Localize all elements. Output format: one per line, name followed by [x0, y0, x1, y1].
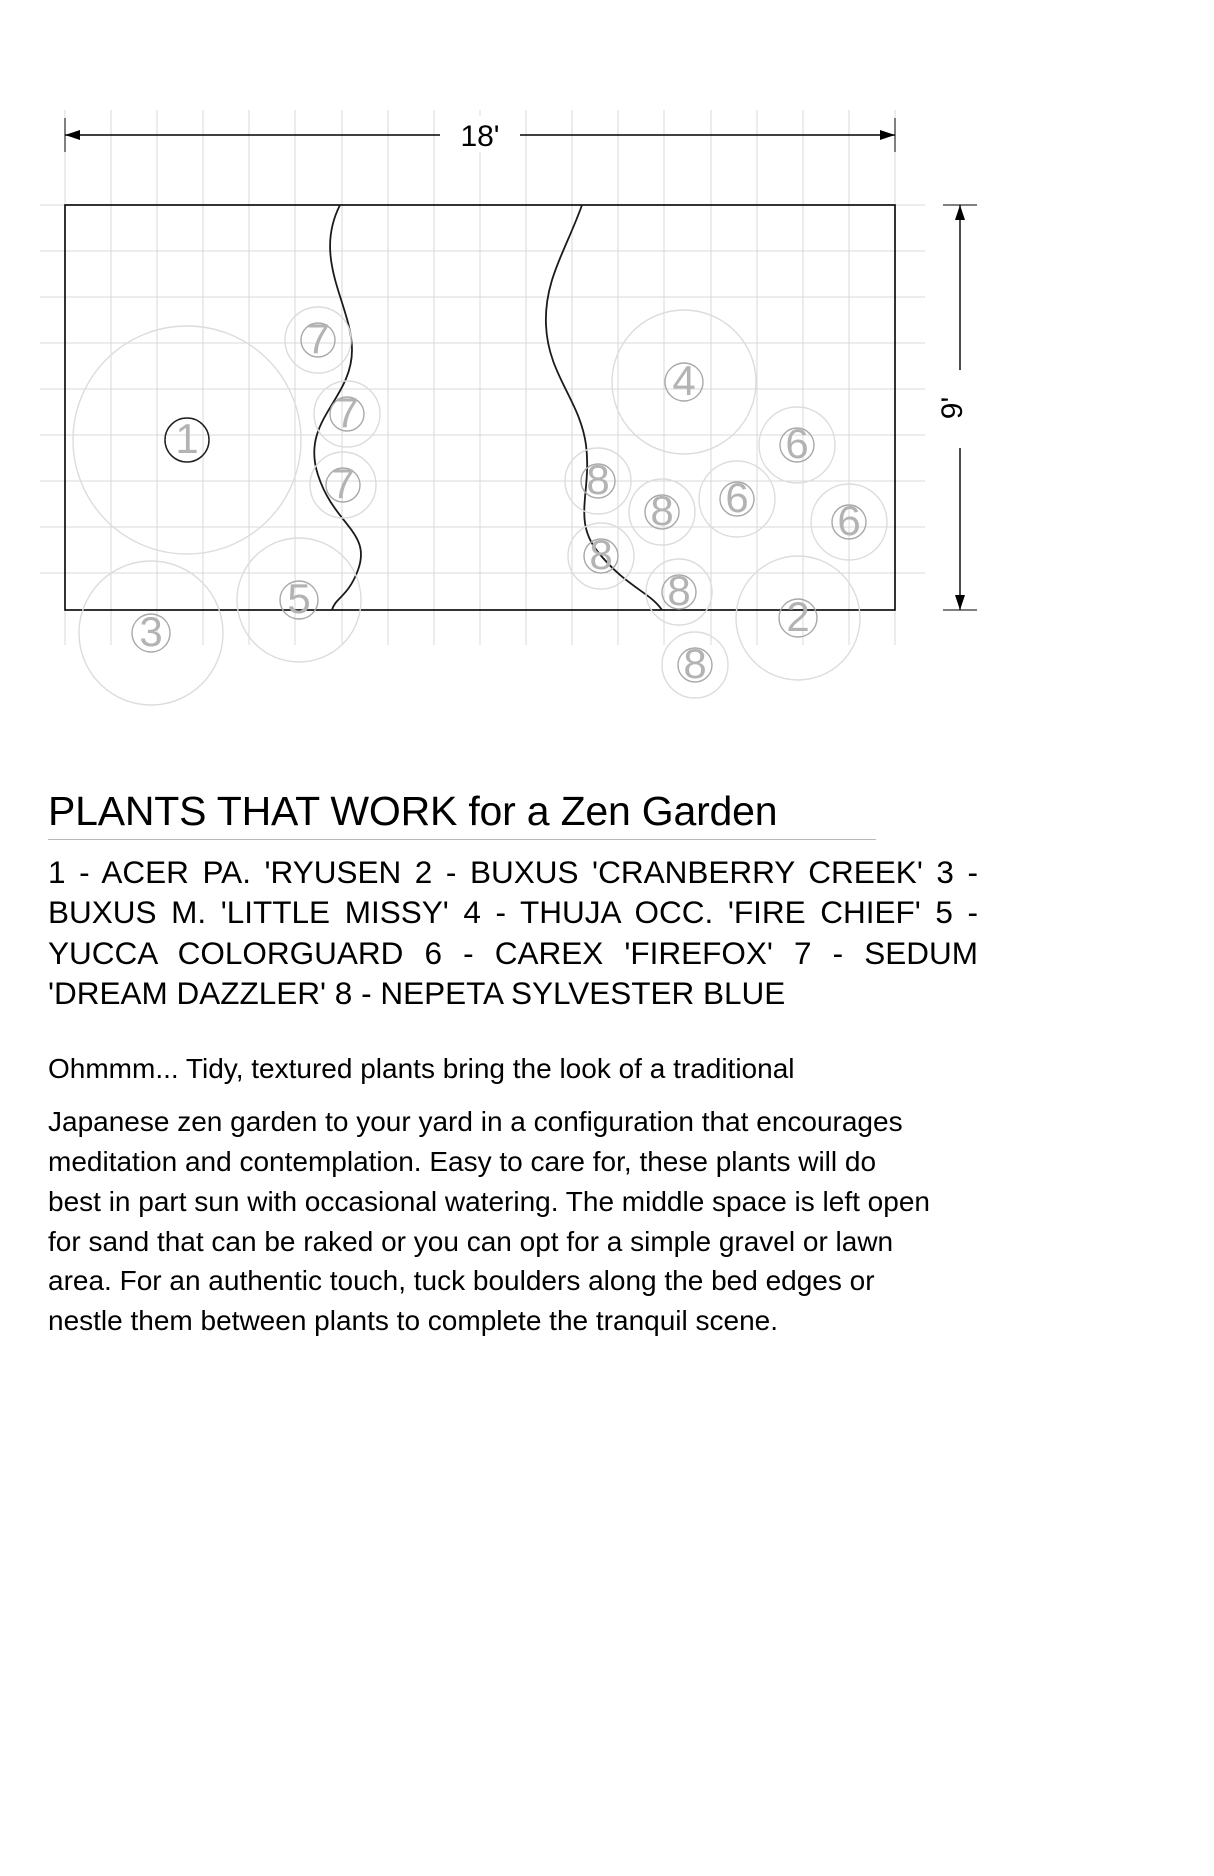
plant-label: 6 [785, 420, 809, 467]
plant-legend [48, 852, 978, 1013]
plant-legend-text: 1 - ACER PA. 'RYUSEN 2 - BUXUS 'CRANBERRY CREEK' 3 - BUXUS M. 'LITTLE MISSY' 4 - THUJA OCC. 'FIRE CHIEF' 5 - YUCCA COLORGUARD 6 - CAREX 'FIREFOX' 7 - SEDUM 'DREAM DAZZLER' 8 - NEPETA SYLVESTER BLUE [48, 854, 978, 1011]
dimension-height [936, 205, 978, 610]
plant-label: 7 [331, 460, 355, 507]
plant-label: 8 [667, 567, 691, 614]
plant-label: 3 [139, 608, 163, 655]
plant-label: 4 [672, 357, 696, 404]
plant-label: 6 [725, 474, 749, 521]
dimension-width-label: 18' [460, 120, 500, 153]
plant-label: 8 [586, 456, 610, 503]
plant-label: 8 [683, 640, 707, 687]
plant-label: 7 [306, 315, 330, 362]
plant-label: 6 [837, 497, 861, 544]
plant-label: 8 [650, 487, 674, 534]
plant-label: 7 [335, 389, 359, 436]
plant-label: 8 [589, 531, 613, 578]
garden-plan-drawing [0, 100, 1214, 687]
dimension-width [65, 116, 895, 153]
description-block [48, 790, 1168, 1341]
plant-label: 1 [175, 415, 199, 462]
plant-label: 2 [786, 593, 810, 640]
dimension-height-label: 9' [936, 396, 969, 420]
plant-label: 5 [287, 575, 311, 622]
body-paragraph: Japanese zen garden to your yard in a configuration that encourages meditation and contemplation. Easy to care for, these plants will do best in part sun with occasional watering. The middle space is left open for sand that can be raked or you can opt for a simple gravel or lawn area. For an authentic touch, tuck boulders along the bed edges or nestle them between plants to complete the tranquil scene. [48, 1106, 930, 1336]
page-title: PLANTS THAT WORK for a Zen Garden [48, 790, 876, 840]
plan-svg [0, 100, 1214, 687]
body-paragraph-first-line: Ohmmm... Tidy, textured plants bring the look of a traditional [48, 1053, 795, 1085]
